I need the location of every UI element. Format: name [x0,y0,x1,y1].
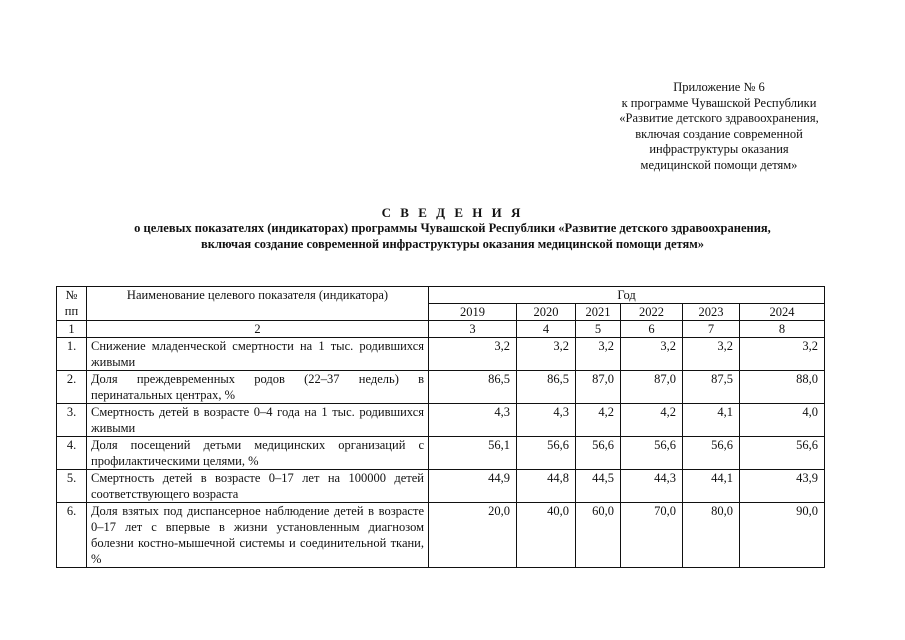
row-number: 3. [57,404,87,437]
column-number-cell: 7 [683,321,740,338]
table-row [57,404,825,437]
appendix-line: включая создание современной [635,126,803,141]
header-year-cell: 2022 [621,304,683,321]
column-number-cell: 4 [517,321,576,338]
header-year-cell: 2019 [429,304,517,321]
indicator-value: 3,2 [740,338,825,371]
header-year-cell: 2024 [740,304,825,321]
indicator-value: 44,5 [576,470,621,503]
indicator-value: 43,9 [740,470,825,503]
header-year-cell: 2020 [517,304,576,321]
indicator-name: Доля взятых под диспансерное наблюдение детей в возрасте 0–17 лет с впервые в жизни установленным диагнозом болезни костно-мышечной системы и соединительной ткани, % [87,503,429,568]
indicator-value: 4,3 [517,404,576,437]
indicator-value: 56,6 [683,437,740,470]
indicator-value: 88,0 [740,371,825,404]
indicator-value: 70,0 [621,503,683,568]
table-row [57,371,825,404]
indicator-name: Доля преждевременных родов (22–37 недель) в перинатальных центрах, % [87,371,429,404]
indicator-value: 87,0 [576,371,621,404]
table-row [57,338,825,371]
indicator-value: 4,2 [621,404,683,437]
indicator-value: 3,2 [429,338,517,371]
indicator-value: 90,0 [740,503,825,568]
indicator-value: 87,0 [621,371,683,404]
appendix-note [560,80,878,174]
table-row [57,470,825,503]
indicator-value: 44,1 [683,470,740,503]
document-subtitle-line-2: включая создание современной инфраструктуры оказания медицинской помощи детям» [201,236,704,251]
row-number: 4. [57,437,87,470]
indicator-value: 86,5 [517,371,576,404]
indicator-value: 56,6 [576,437,621,470]
indicator-value: 44,9 [429,470,517,503]
indicator-value: 4,3 [429,404,517,437]
indicator-value: 60,0 [576,503,621,568]
indicator-value: 56,6 [621,437,683,470]
indicator-value: 20,0 [429,503,517,568]
appendix-line: «Развитие детского здравоохранения, [619,111,819,126]
indicator-value: 3,2 [683,338,740,371]
header-row [57,287,825,304]
indicator-value: 3,2 [621,338,683,371]
indicator-value: 4,1 [683,404,740,437]
column-number-cell: 6 [621,321,683,338]
column-number-cell: 1 [57,321,87,338]
document-heading [0,205,905,252]
indicator-name: Смертность детей в возрасте 0–17 лет на 100000 детей соответствующего возраста [87,470,429,503]
row-number: 5. [57,470,87,503]
indicators-table [56,286,825,568]
appendix-line: к программе Чувашской Республики [621,95,817,110]
indicator-value: 4,2 [576,404,621,437]
header-number: № пп [57,287,87,321]
header-indicator-name: Наименование целевого показателя (индикатора) [87,287,429,321]
column-number-cell: 2 [87,321,429,338]
header-year-cell: 2023 [683,304,740,321]
indicator-value: 4,0 [740,404,825,437]
indicator-name: Доля посещений детьми медицинских организаций с профилактическими целями, % [87,437,429,470]
indicator-value: 44,8 [517,470,576,503]
document-title: С В Е Д Е Н И Я [381,205,524,220]
column-number-cell: 8 [740,321,825,338]
table-row [57,503,825,568]
indicator-value: 56,1 [429,437,517,470]
appendix-line: инфраструктуры оказания [649,142,789,157]
indicator-value: 56,6 [517,437,576,470]
header-year-cell: 2021 [576,304,621,321]
header-year: Год [429,287,825,304]
row-number: 2. [57,371,87,404]
indicator-value: 3,2 [576,338,621,371]
indicator-value: 87,5 [683,371,740,404]
document-subtitle-line-1: о целевых показателях (индикаторах) программы Чувашской Республики «Развитие детского здравоохранения, [134,221,771,235]
row-number: 1. [57,338,87,371]
indicator-value: 86,5 [429,371,517,404]
row-number: 6. [57,503,87,568]
table-row [57,437,825,470]
appendix-line: медицинской помощи детям» [640,157,798,172]
column-number-cell: 5 [576,321,621,338]
indicator-value: 56,6 [740,437,825,470]
column-number-cell: 3 [429,321,517,338]
indicator-name: Снижение младенческой смертности на 1 тыс. родившихся живыми [87,338,429,371]
appendix-line: Приложение № 6 [673,80,765,94]
indicator-name: Смертность детей в возрасте 0–4 года на 1 тыс. родившихся живыми [87,404,429,437]
indicator-value: 3,2 [517,338,576,371]
column-numbers-row [57,321,825,338]
indicator-value: 80,0 [683,503,740,568]
indicator-value: 40,0 [517,503,576,568]
indicator-value: 44,3 [621,470,683,503]
